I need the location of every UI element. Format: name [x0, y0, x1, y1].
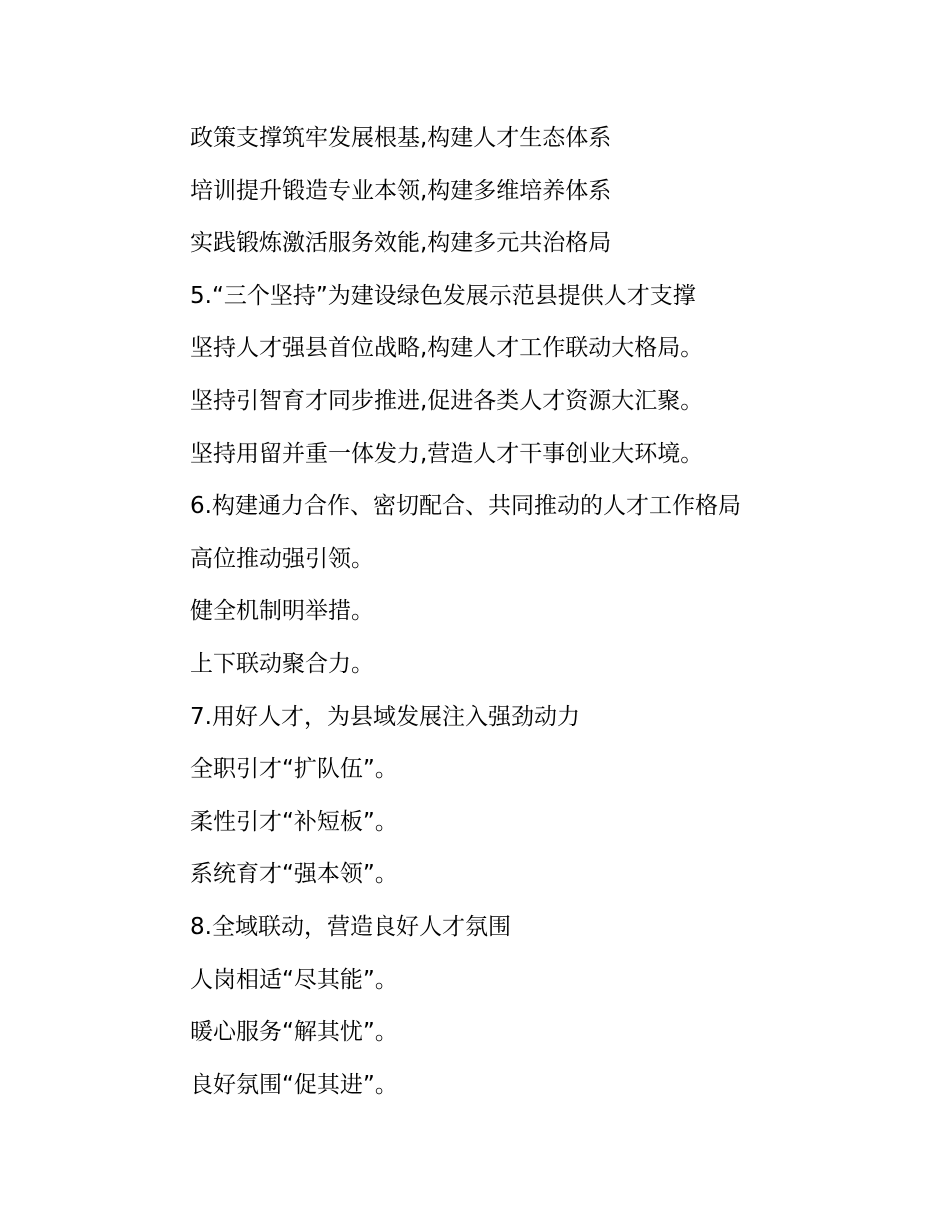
text-line: 全职引才“扩队伍”。	[190, 756, 398, 783]
text-line: 上下联动聚合力。	[190, 650, 374, 677]
document-body	[190, 112, 890, 1111]
text-line: 高位推动强引领。	[190, 545, 374, 572]
text-line: 坚持引智育才同步推进,促进各类人才资源大汇聚。	[190, 387, 704, 414]
text-line: 人岗相适“尽其能”。	[190, 966, 398, 993]
text-line: 暖心服务“解其忧”。	[190, 1019, 398, 1046]
text-line: 系统育才“强本领”。	[190, 861, 398, 888]
text-line: 实践锻炼激活服务效能,构建多元共治格局	[190, 230, 612, 257]
text-line: 政策支撑筑牢发展根基,构建人才生态体系	[190, 125, 612, 151]
text-line: 坚持人才强县首位战略,构建人才工作联动大格局。	[190, 335, 704, 362]
text-line: 培训提升锻造专业本领,构建多维培养体系	[190, 177, 612, 204]
section-heading: 5.“三个坚持”为建设绿色发展示范县提供人才支撑	[190, 282, 696, 309]
text-line: 健全机制明举措。	[190, 598, 374, 625]
text-line: 良好氛围“促其进”。	[190, 1071, 398, 1098]
section-heading: 6.构建通力合作、密切配合、共同推动的人才工作格局	[190, 493, 741, 520]
text-line: 坚持用留并重一体发力,营造人才干事创业大环境。	[190, 440, 704, 467]
text-line: 柔性引才“补短板”。	[190, 808, 398, 835]
section-heading: 8.全域联动，营造良好人才氛围	[190, 913, 511, 940]
section-heading: 7.用好人才，为县域发展注入强劲动力	[190, 703, 580, 730]
